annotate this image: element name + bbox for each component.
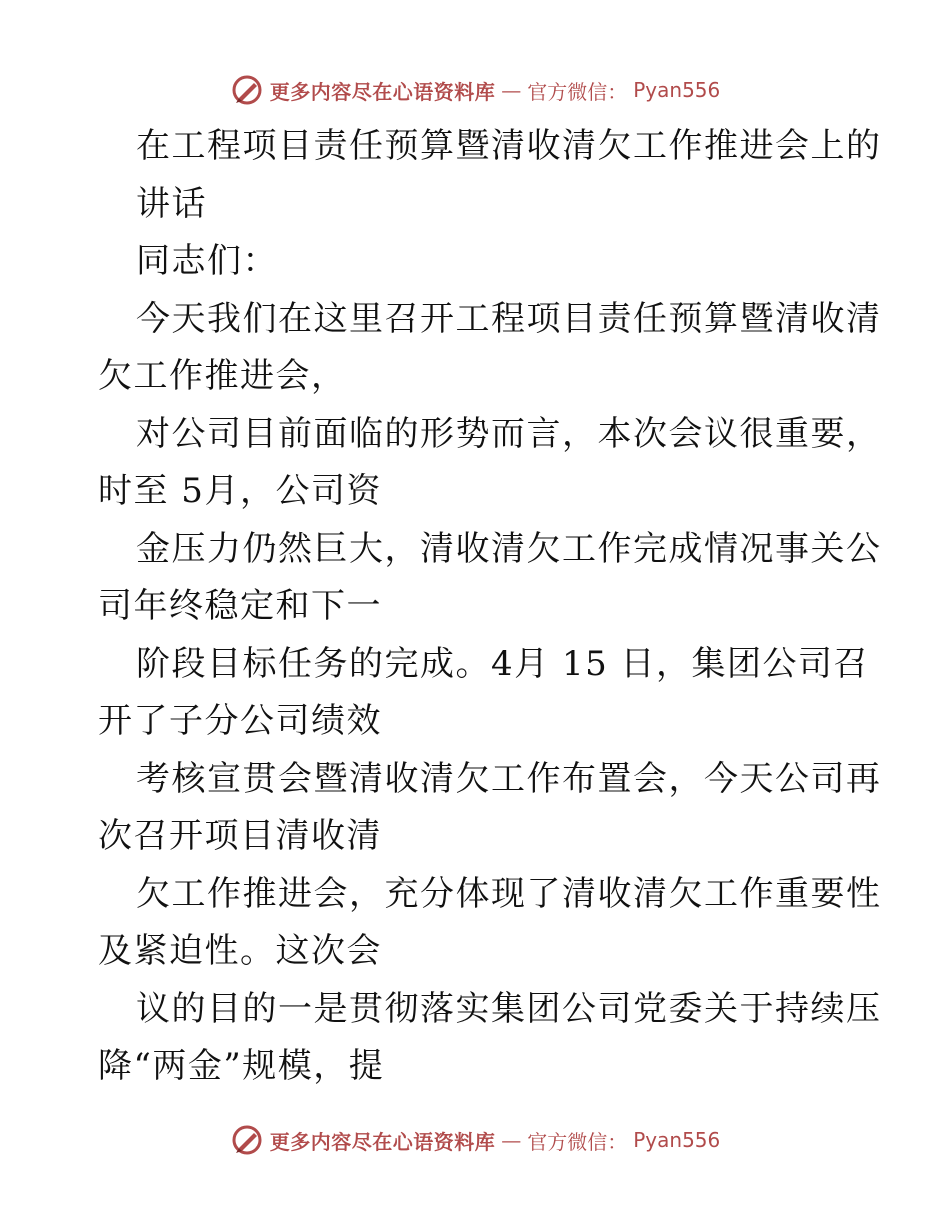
watermark-official-label: 官方微信： xyxy=(527,79,628,104)
text-line: 降“两金”规模，提 xyxy=(98,1046,385,1086)
text-line: 时至 5月，公司资 xyxy=(98,471,382,511)
watermark-official-label: 官方微信： xyxy=(527,1129,628,1154)
text-line: 考核宣贯会暨清收清欠工作布置会，今天公司再 xyxy=(136,758,882,799)
text-line: 议的目的一是贯彻落实集团公司党委关于持续压 xyxy=(136,988,882,1029)
pen-logo-icon xyxy=(230,1123,264,1157)
footer-watermark xyxy=(0,1122,950,1158)
text-line: 欠工作推进会， xyxy=(98,356,347,396)
text-line: 今天我们在这里召开工程项目责任预算暨清收清 xyxy=(136,298,882,339)
text-line: 及紧迫性。这次会 xyxy=(98,931,382,971)
text-line: 开了子分公司绩效 xyxy=(98,701,382,741)
text-line: 金压力仍然巨大，清收清欠工作完成情况事关公 xyxy=(136,528,882,569)
watermark-brand: 更多内容尽在心语资料库 xyxy=(269,1129,496,1154)
pen-logo-icon xyxy=(230,73,264,107)
text-line: 讲话 xyxy=(136,183,207,224)
watermark-dash: — xyxy=(501,78,522,102)
text-line: 对公司目前面临的形势而言，本次会议很重要， xyxy=(136,413,882,454)
watermark-wechat-id: Pyan556 xyxy=(633,78,721,102)
watermark-dash: — xyxy=(501,1128,522,1152)
document-body xyxy=(98,118,882,1096)
text-line: 阶段目标任务的完成。4月 15 日，集团公司召 xyxy=(136,643,870,684)
header-watermark xyxy=(0,72,950,108)
text-line: 次召开项目清收清 xyxy=(98,816,382,856)
text-line: 在工程项目责任预算暨清收清欠工作推进会上的 xyxy=(136,126,882,166)
text-line: 同志们： xyxy=(136,241,278,281)
watermark-brand: 更多内容尽在心语资料库 xyxy=(269,79,496,104)
text-line: 欠工作推进会，充分体现了清收清欠工作重要性 xyxy=(136,873,882,914)
watermark-wechat-id: Pyan556 xyxy=(633,1128,721,1152)
text-line: 司年终稳定和下一 xyxy=(98,586,382,626)
